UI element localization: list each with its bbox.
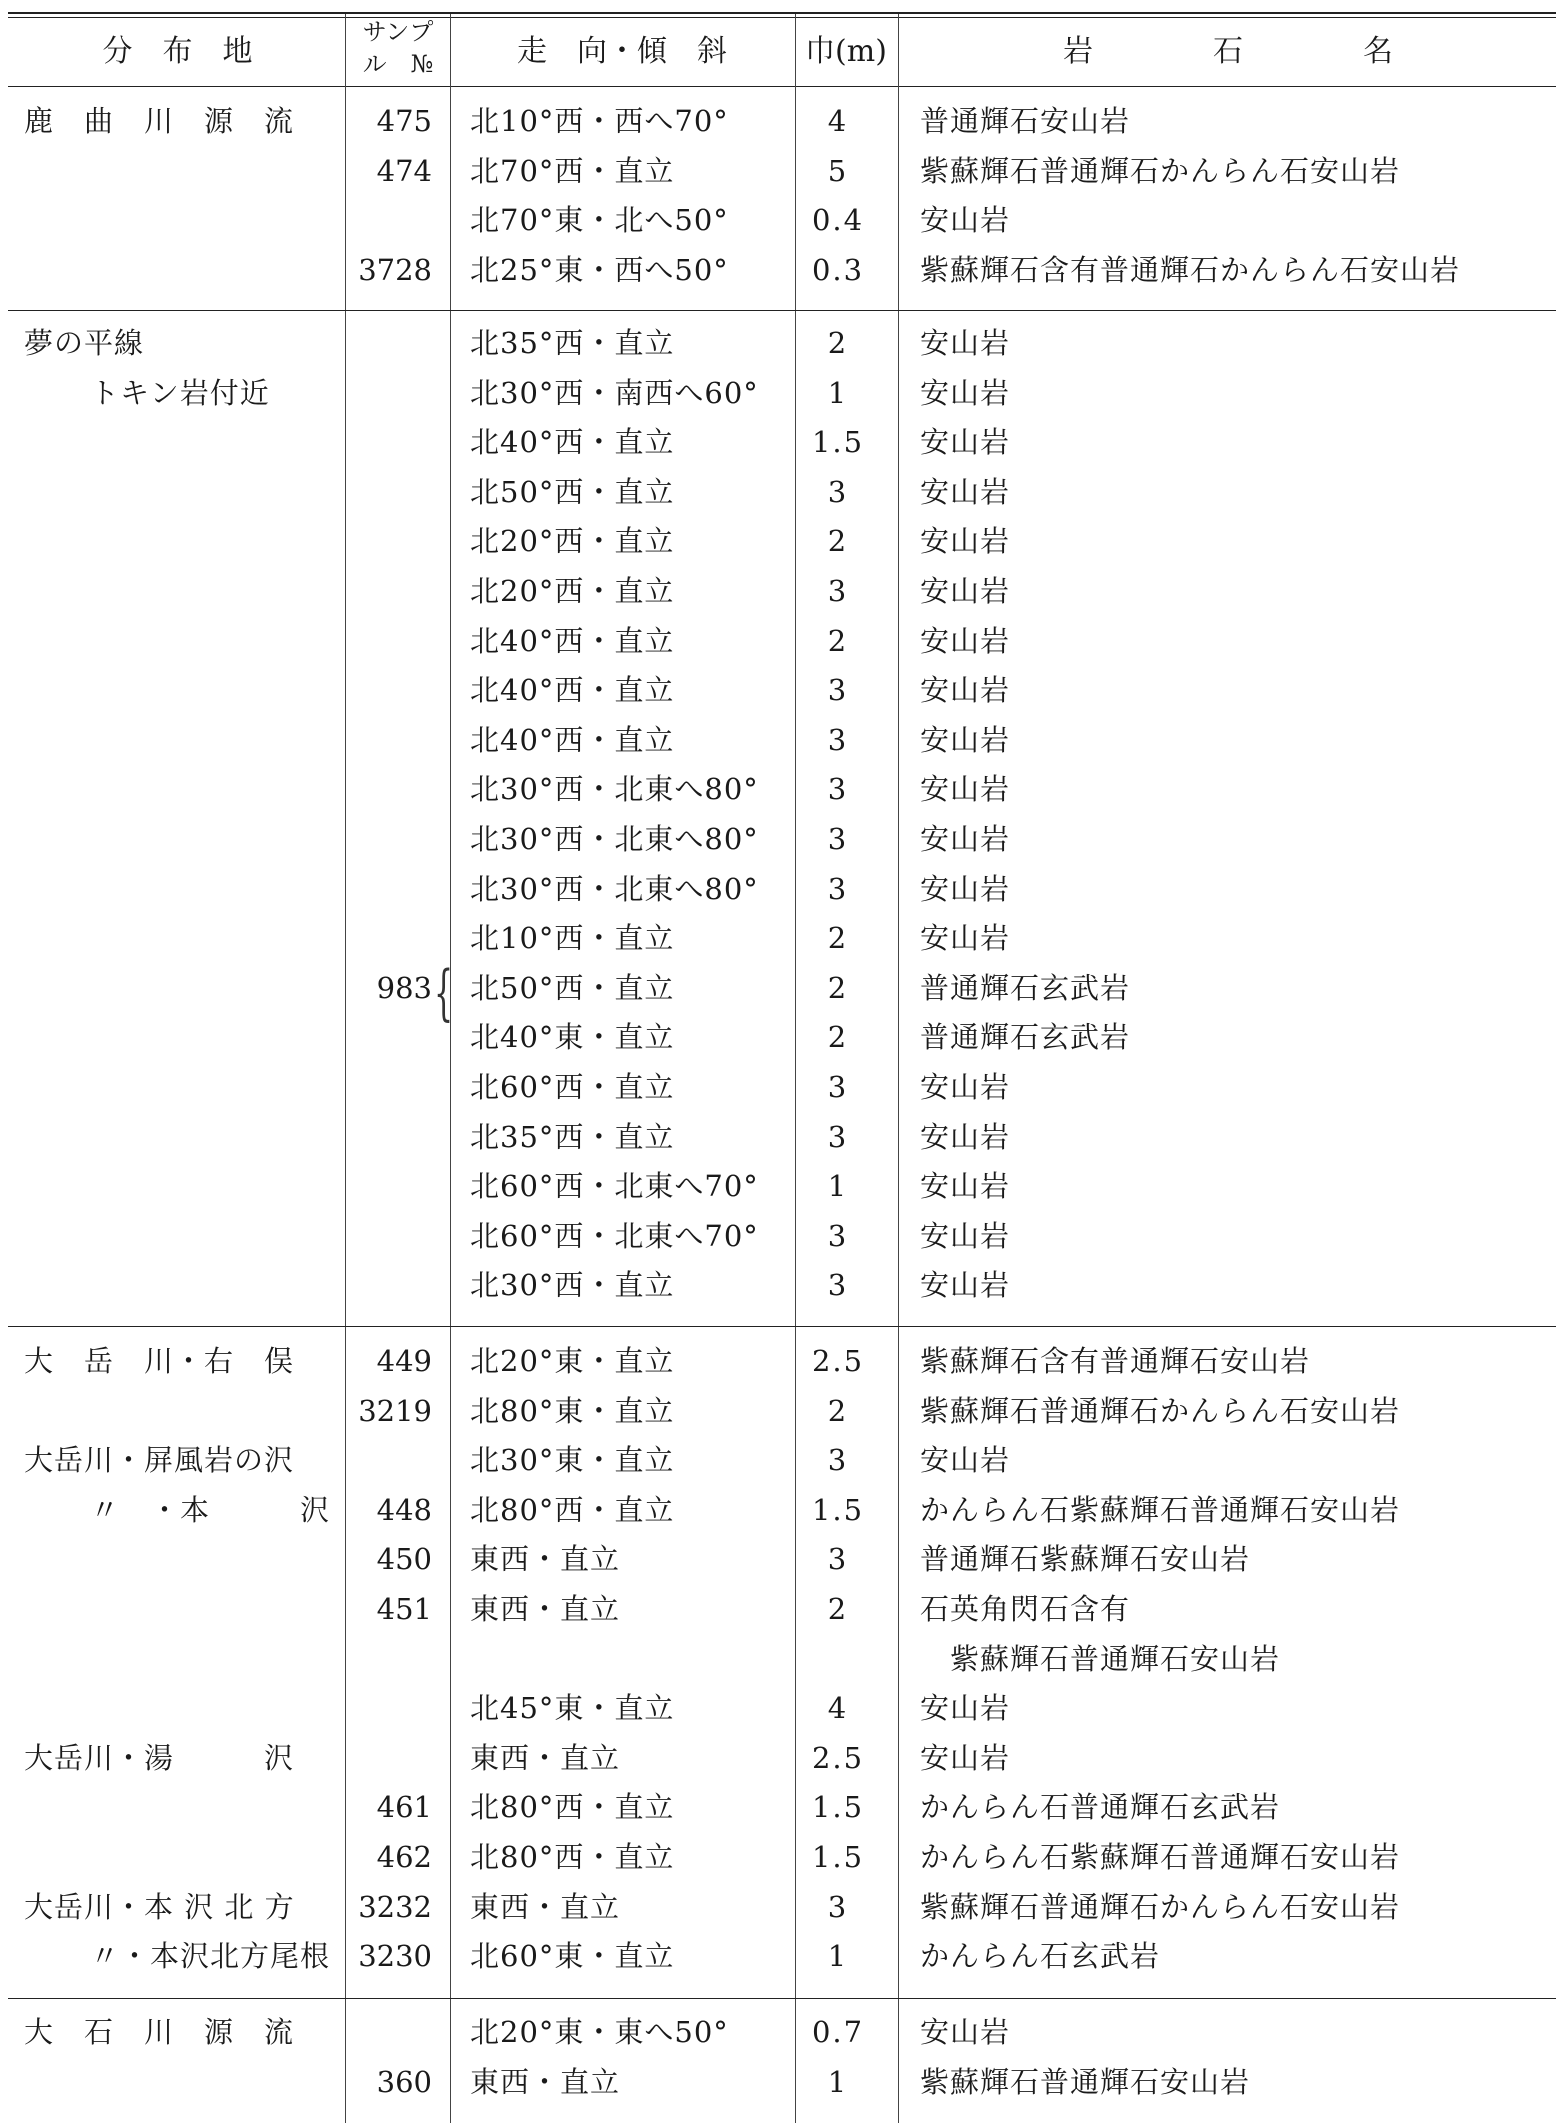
strike-dip: 北40°西・直立: [470, 722, 675, 757]
location-cell: 大 石 川 源 流: [24, 2015, 295, 2049]
width-value: 5: [827, 153, 849, 188]
location-cell: 〃・本沢北方尾根: [90, 1939, 331, 1974]
rock-name: 安山岩: [920, 1740, 1011, 1775]
width-value: 1.5: [811, 1790, 865, 1825]
rock-name: 安山岩: [920, 425, 1011, 460]
header-rock-name: 岩 石 名: [1063, 34, 1393, 69]
width-value: 1.5: [811, 425, 865, 460]
rock-name: 普通輝石玄武岩: [920, 970, 1131, 1005]
width-value: 3: [827, 1218, 849, 1253]
strike-dip: 北80°西・直立: [470, 1492, 675, 1527]
width-value: 2: [827, 921, 849, 956]
strike-dip: 北50°西・直立: [470, 970, 675, 1005]
strike-dip: 北40°東・直立: [470, 1020, 675, 1055]
top-rule-inner: [8, 17, 1556, 18]
header-width: 巾(m): [805, 34, 887, 69]
strike-dip: 北30°西・直立: [470, 1268, 675, 1303]
strike-dip: 東西・直立: [470, 1889, 621, 1924]
rock-name: 紫蘇輝石普通輝石かんらん石安山岩: [920, 1889, 1401, 1924]
sample-number: 983: [376, 970, 432, 1005]
strike-dip: 北45°東・直立: [470, 1691, 675, 1726]
width-value: 2.5: [811, 1344, 865, 1378]
sample-number: 448: [376, 1492, 432, 1527]
rock-name: 石英角閃石含有: [920, 1592, 1131, 1626]
rock-name: かんらん石紫蘇輝石普通輝石安山岩: [920, 1492, 1401, 1527]
sample-number: 475: [376, 104, 432, 138]
width-value: 1: [827, 1169, 849, 1204]
rock-name: 安山岩: [920, 375, 1011, 410]
strike-dip: 北30°東・直立: [470, 1443, 675, 1478]
sample-number: 450: [376, 1542, 432, 1577]
strike-dip: 北30°西・北東へ80°: [470, 822, 759, 856]
sample-number: 3232: [358, 1889, 432, 1924]
strike-dip: 北40°西・直立: [470, 623, 675, 658]
rock-name: 紫蘇輝石含有普通輝石かんらん石安山岩: [920, 252, 1461, 287]
width-value: 2: [827, 1393, 849, 1428]
location-cell: 大岳川・屏風岩の沢: [24, 1443, 295, 1478]
location-cell: 大 岳 川・右 俣: [24, 1344, 295, 1378]
width-value: 4: [827, 1691, 849, 1726]
strike-dip: 北70°東・北へ50°: [470, 203, 729, 238]
width-value: 0.3: [811, 252, 865, 287]
strike-dip: 東西・直立: [470, 2064, 621, 2099]
column-divider: [898, 14, 899, 2123]
width-value: 3: [827, 1542, 849, 1577]
rock-name: 安山岩: [920, 1691, 1011, 1726]
strike-dip: 北30°西・南西へ60°: [470, 375, 759, 410]
rock-name: 安山岩: [920, 673, 1011, 708]
rock-name: 安山岩: [920, 2015, 1011, 2049]
width-value: 3: [827, 1119, 849, 1154]
location-cell: トキン岩付近: [90, 375, 270, 410]
width-value: 3: [827, 871, 849, 906]
strike-dip: 北40°西・直立: [470, 673, 675, 708]
column-divider: [450, 14, 451, 2123]
width-value: 2: [827, 1020, 849, 1055]
strike-dip: 東西・直立: [470, 1592, 621, 1626]
rock-name: 安山岩: [920, 1119, 1011, 1154]
width-value: 0.7: [811, 2015, 865, 2049]
width-value: 3: [827, 772, 849, 807]
rock-name: 安山岩: [920, 1268, 1011, 1303]
sample-number: 449: [376, 1344, 432, 1378]
width-value: 3: [827, 822, 849, 856]
width-value: 1: [827, 375, 849, 410]
width-value: 0.4: [811, 203, 865, 238]
width-value: 3: [827, 1443, 849, 1478]
rock-name: 安山岩: [920, 1169, 1011, 1204]
width-value: 1: [827, 1939, 849, 1974]
top-rule: [8, 12, 1556, 14]
rock-name: 安山岩: [920, 722, 1011, 757]
rock-name: 安山岩: [920, 822, 1011, 856]
location-cell: 〃 ・本 沢: [90, 1492, 331, 1527]
rock-name: 紫蘇輝石普通輝石かんらん石安山岩: [920, 1393, 1401, 1428]
rock-name: 安山岩: [920, 524, 1011, 559]
location-cell: 大岳川・湯 沢: [24, 1740, 295, 1775]
width-value: 2.5: [811, 1740, 865, 1775]
width-value: 3: [827, 673, 849, 708]
strike-dip: 北20°東・直立: [470, 1344, 675, 1378]
width-value: 3: [827, 1268, 849, 1303]
sample-number: 461: [376, 1790, 432, 1825]
width-value: 2: [827, 326, 849, 360]
header-strike: 走 向・傾 斜: [517, 34, 727, 69]
width-value: 3: [827, 574, 849, 608]
width-value: 3: [827, 1070, 849, 1104]
location-cell: 大岳川・本 沢 北 方: [24, 1889, 295, 1924]
strike-dip: 北35°西・直立: [470, 326, 675, 360]
rock-name: 紫蘇輝石普通輝石安山岩: [950, 1641, 1281, 1676]
width-value: 3: [827, 474, 849, 509]
header-sample-line2: ル №: [362, 50, 434, 78]
rock-name: 安山岩: [920, 574, 1011, 608]
strike-dip: 北60°西・北東へ70°: [470, 1169, 759, 1204]
header-sample-line1: サンプ: [362, 18, 434, 46]
strike-dip: 北20°西・直立: [470, 574, 675, 608]
strike-dip: 北60°西・直立: [470, 1070, 675, 1104]
section-rule: [8, 310, 1556, 311]
rock-name: 安山岩: [920, 203, 1011, 238]
rock-name: 安山岩: [920, 871, 1011, 906]
width-value: 2: [827, 623, 849, 658]
rock-name: 紫蘇輝石含有普通輝石安山岩: [920, 1344, 1311, 1378]
rock-name: 安山岩: [920, 921, 1011, 956]
strike-dip: 北70°西・直立: [470, 153, 675, 188]
section-rule: [8, 1998, 1556, 1999]
strike-dip: 北40°西・直立: [470, 425, 675, 460]
strike-dip: 東西・直立: [470, 1542, 621, 1577]
width-value: 2: [827, 1592, 849, 1626]
rock-name: 紫蘇輝石普通輝石安山岩: [920, 2064, 1251, 2099]
strike-dip: 北35°西・直立: [470, 1119, 675, 1154]
rock-name: 安山岩: [920, 1070, 1011, 1104]
section-rule: [8, 1326, 1556, 1327]
rock-name: 安山岩: [920, 474, 1011, 509]
strike-dip: 北80°西・直立: [470, 1790, 675, 1825]
sample-number: 462: [376, 1840, 432, 1874]
width-value: 2: [827, 970, 849, 1005]
rock-name: 普通輝石安山岩: [920, 104, 1131, 138]
sample-number: 3219: [358, 1393, 432, 1428]
strike-dip: 北30°西・北東へ80°: [470, 871, 759, 906]
sample-number: 3728: [358, 252, 432, 287]
sample-number: 474: [376, 153, 432, 188]
location-cell: 夢の平線: [24, 326, 145, 360]
rock-name: 安山岩: [920, 772, 1011, 807]
rock-name: かんらん石紫蘇輝石普通輝石安山岩: [920, 1840, 1401, 1874]
width-value: 3: [827, 1889, 849, 1924]
rock-name: 紫蘇輝石普通輝石かんらん石安山岩: [920, 153, 1401, 188]
sample-number: 360: [376, 2064, 432, 2099]
rock-name: かんらん石玄武岩: [920, 1939, 1161, 1974]
width-value: 2: [827, 524, 849, 559]
strike-dip: 北10°西・西へ70°: [470, 104, 729, 138]
strike-dip: 北60°西・北東へ70°: [470, 1218, 759, 1253]
strike-dip: 北20°東・東へ50°: [470, 2015, 729, 2049]
strike-dip: 北20°西・直立: [470, 524, 675, 559]
strike-dip: 北50°西・直立: [470, 474, 675, 509]
strike-dip: 北80°西・直立: [470, 1840, 675, 1874]
rock-name: 安山岩: [920, 1218, 1011, 1253]
rock-name: 普通輝石紫蘇輝石安山岩: [920, 1542, 1251, 1577]
header-bottom-rule: [8, 86, 1556, 87]
strike-dip: 北60°東・直立: [470, 1939, 675, 1974]
width-value: 1: [827, 2064, 849, 2099]
width-value: 3: [827, 722, 849, 757]
rock-name: かんらん石普通輝石玄武岩: [920, 1790, 1281, 1825]
sample-number: 3230: [358, 1939, 432, 1974]
sample-number: 451: [376, 1592, 432, 1626]
strike-dip: 東西・直立: [470, 1740, 621, 1775]
rock-name: 安山岩: [920, 623, 1011, 658]
rock-name: 普通輝石玄武岩: [920, 1020, 1131, 1055]
width-value: 1.5: [811, 1492, 865, 1527]
rock-name: 安山岩: [920, 326, 1011, 360]
width-value: 4: [827, 104, 849, 138]
strike-dip: 北25°東・西へ50°: [470, 252, 729, 287]
strike-dip: 北30°西・北東へ80°: [470, 772, 759, 807]
strike-dip: 北10°西・直立: [470, 921, 675, 956]
width-value: 1.5: [811, 1840, 865, 1874]
header-location: 分 布 地: [102, 34, 253, 69]
location-cell: 鹿 曲 川 源 流: [24, 104, 295, 138]
brace-bracket: {: [434, 957, 454, 1028]
strike-dip: 北80°東・直立: [470, 1393, 675, 1428]
rock-name: 安山岩: [920, 1443, 1011, 1478]
